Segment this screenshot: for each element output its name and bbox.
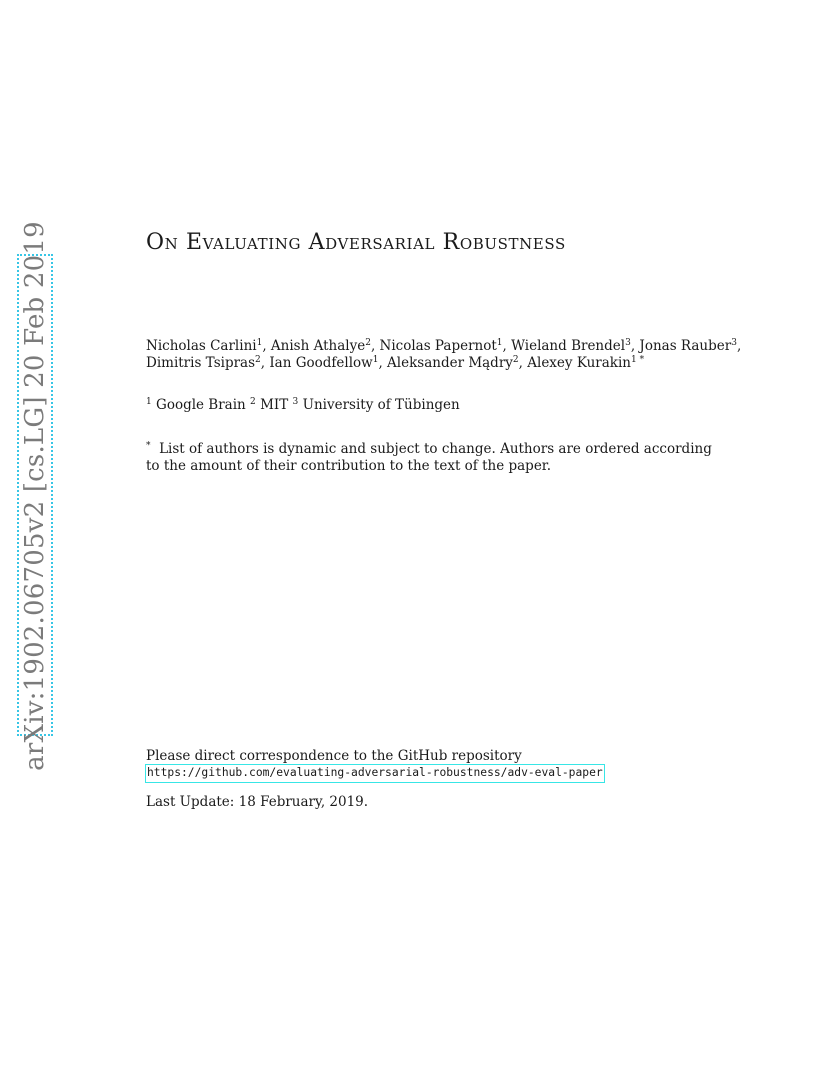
author-name: Wieland Brendel	[511, 338, 626, 354]
affiliation-mark: 2	[250, 397, 256, 407]
note-line-1	[146, 441, 712, 458]
author-mark: 1	[496, 338, 503, 348]
author-mark: 2	[365, 338, 371, 348]
author-mark: 1	[256, 338, 263, 348]
note-text-1: List of authors is dynamic and subject to change. Authors are ordered according	[159, 441, 712, 457]
arxiv-identifier: arXiv:1902.06705v2 [cs.LG] 20 Feb 2019	[20, 221, 50, 771]
author-mark: 1	[372, 355, 379, 365]
repository-link[interactable]: https://github.com/evaluating-adversarial-robustness/adv-eval-paper	[145, 764, 605, 783]
affiliations	[146, 397, 460, 414]
author-mark: 3	[731, 338, 737, 348]
paper-title: On Evaluating Adversarial Robustness	[146, 230, 566, 255]
author-order-note	[146, 441, 712, 475]
note-text-2: to the amount of their contribution to the text of the paper.	[146, 458, 552, 474]
author-mark: 2	[512, 355, 519, 365]
author-mark: 3	[625, 338, 631, 348]
author-name: Ian Goodfellow	[269, 355, 373, 371]
author-list	[146, 338, 742, 372]
note-mark: *	[146, 441, 151, 451]
affiliation-name: MIT	[260, 397, 289, 413]
affiliation-mark: 1	[146, 397, 152, 407]
author-name: Anish Athalye	[270, 338, 366, 354]
affiliation-name: Google Brain	[156, 397, 246, 413]
last-update: Last Update: 18 February, 2019.	[146, 794, 369, 810]
author-mark: 2	[255, 355, 261, 365]
correspondence-text: Please direct correspondence to the GitHub repository	[146, 748, 522, 764]
author-name: Alexey Kurakin	[527, 355, 632, 371]
author-mark: 1 *	[631, 355, 645, 365]
author-name: Nicolas Papernot	[379, 338, 497, 354]
author-name: Aleksander Mądry	[387, 355, 513, 371]
affiliation-mark: 3	[292, 397, 299, 407]
author-name: Dimitris Tsipras	[146, 355, 256, 371]
author-line-1: Nicholas Carlini$^1$, Anish Athalye$^2$, Nicolas Papernot$^1$, Wieland Brendel$^3$, Jonas Rauber$^3$,	[146, 338, 742, 354]
author-name: Nicholas Carlini	[146, 338, 257, 354]
author-line-2: Dimitris Tsipras$^2$, Ian Goodfellow$^1$, Aleksander Mądry$^2$, Alexey Kurakin$^{1 *}$	[146, 355, 645, 371]
author-name: Jonas Rauber	[639, 338, 732, 354]
affiliation-name: University of Tübingen	[302, 397, 460, 413]
